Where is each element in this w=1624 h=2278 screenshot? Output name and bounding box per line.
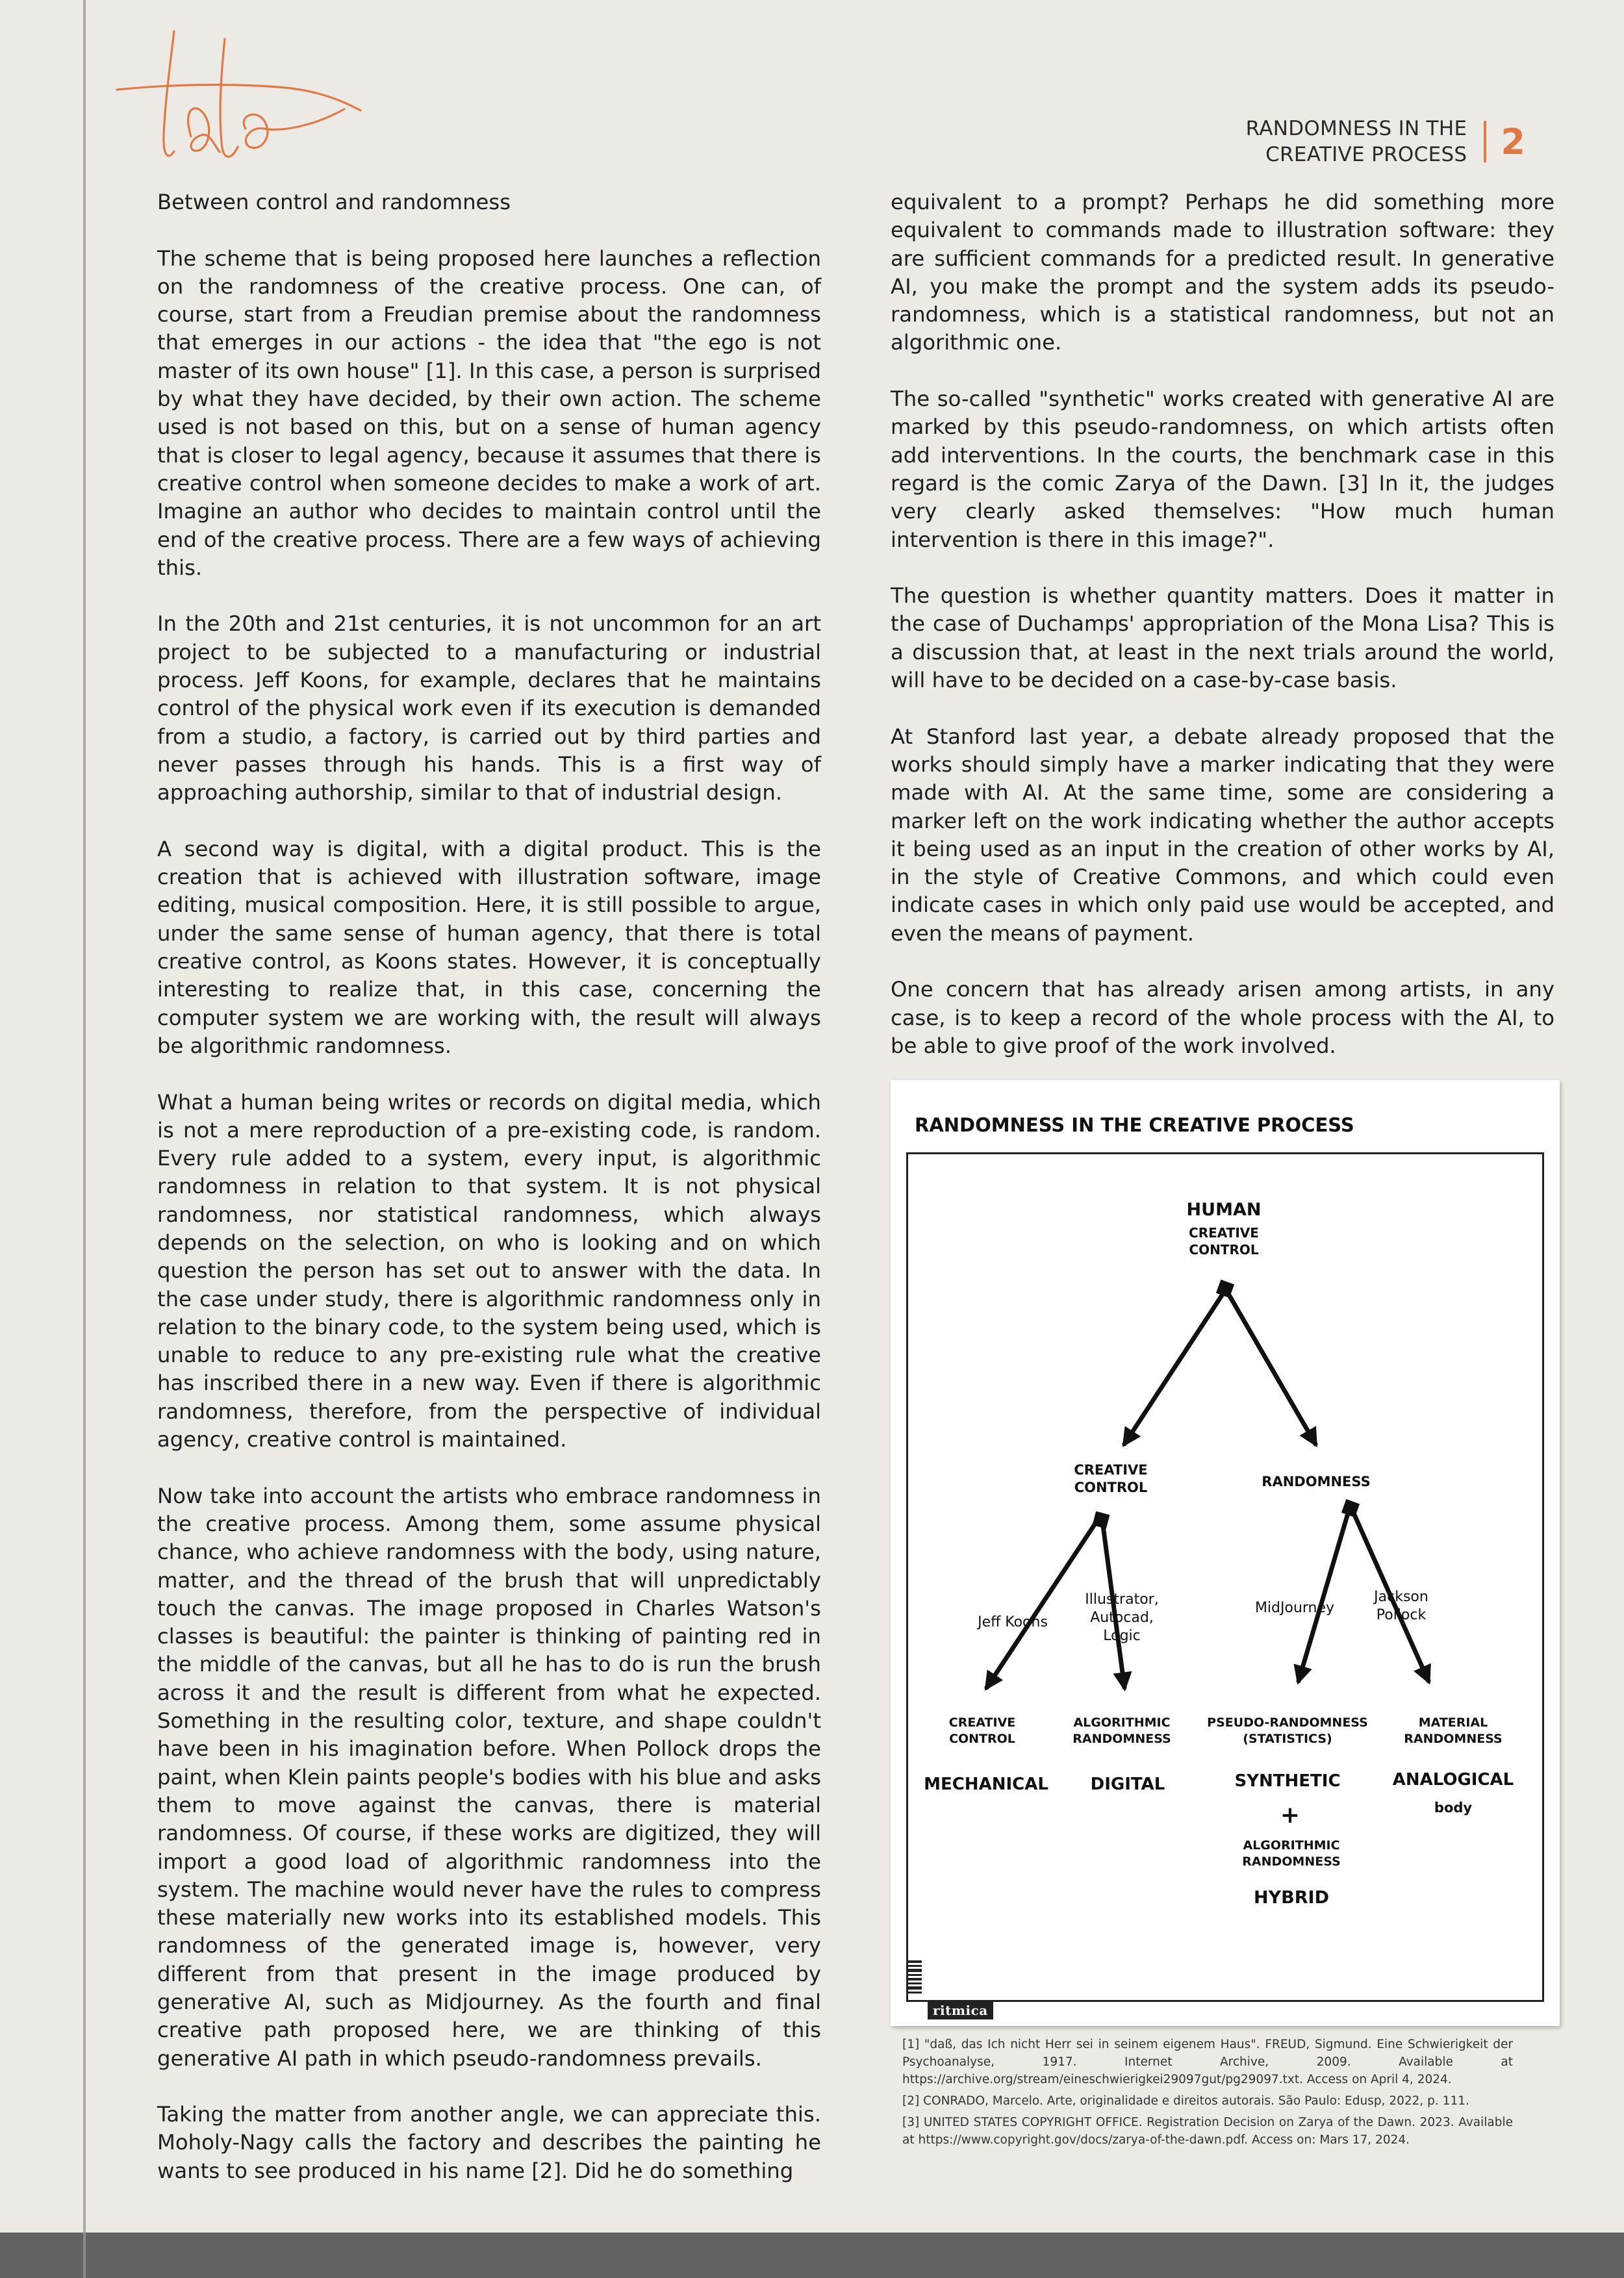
- brand-mark-icon: [907, 1960, 922, 1993]
- footer-notch: [83, 2233, 86, 2278]
- paragraph: The question is whether quantity matters. Does it matter in the case of Duchamps' appropriation of the Mona Lisa? This is a discussion that, at least in the next trials around the world, will have to be decided on a case-by-case basis.: [891, 583, 1554, 693]
- edge-label-jackson-1: Jackson: [1374, 1589, 1428, 1605]
- running-title: [1246, 116, 1484, 168]
- leaf-digital-type: DIGITAL: [1090, 1775, 1165, 1794]
- running-title-line1: RANDOMNESS IN THE: [1245, 117, 1467, 140]
- edge-label-illustrator-2: Autocad,: [1090, 1610, 1154, 1626]
- node-randomness: RANDOMNESS: [1262, 1474, 1371, 1489]
- leaf-analogical-line2: RANDOMNESS: [1404, 1732, 1503, 1746]
- arrow-root-to-randomness: [1226, 1289, 1315, 1444]
- node-human: HUMAN: [1186, 1200, 1262, 1220]
- leaf-mechanical-type: MECHANICAL: [924, 1775, 1048, 1794]
- arrow-to-mechanical: [987, 1521, 1097, 1688]
- plus-sign: +: [1280, 1802, 1300, 1829]
- paragraph: In the 20th and 21st centuries, it is not uncommon for an art project to be subjected to a manufacturing or industrial process. Jeff Koons, for example, declares that he maintains control of the physical work even if its execution is demanded from a studio, a factory, is carried out by third parties and never passes through his hands. This is a first way of approaching authorship, similar to that of industrial design.: [157, 611, 821, 805]
- diagram-card: [891, 1080, 1560, 2026]
- arrow-to-synthetic: [1299, 1509, 1349, 1681]
- leaf-synthetic-type: SYNTHETIC: [1234, 1771, 1341, 1791]
- leaf-analogical-line1: MATERIAL: [1418, 1715, 1488, 1730]
- footnote: [2] CONRADO, Marcelo. Arte, originalidade e direitos autorais. São Paulo: Edusp, 2022, p. 111.: [902, 2094, 1469, 2108]
- edge-label-midjourney: MidJourney: [1254, 1600, 1335, 1616]
- paragraph: Taking the matter from another angle, we can appreciate this. Moholy-Nagy calls the factory and describes the painting he wants to see produced in his name [2]. Did he do something: [157, 2102, 821, 2183]
- leaf-hybrid-line2: RANDOMNESS: [1242, 1854, 1341, 1869]
- right-column: [891, 188, 1554, 1089]
- node-creative-control-line2: CONTROL: [1074, 1480, 1148, 1495]
- node-creative-control-line1: CREATIVE: [1074, 1462, 1148, 1478]
- paragraph: At Stanford last year, a debate already proposed that the works should simply have a marker indicating that they were made with AI. At the same time, some are considering a marker left on the work indicating whether the author accepts it being used as an input in the creation of other works by AI, in the style of Creative Commons, and which could even indicate cases in which only paid use would be accepted, and even the means of payment.: [891, 724, 1554, 946]
- left-column: [157, 188, 821, 2213]
- diagram-tree: [891, 1080, 1560, 2026]
- footnotes: [902, 2036, 1513, 2153]
- brand-label: ritmica: [928, 2001, 993, 2019]
- paragraph: Now take into account the artists who embrace randomness in the creative process. Among them, some assume physical chance, who achieve randomness with the body, using nature, matter, and the thread of the brush that will unpredictably touch the canvas. The image proposed in Charles Watson's classes is beautiful: the painter is thinking of painting red in the middle of the canvas, but all he has to do is run the brush across it and the result is different from what he expected. Something in the resulting color, texture, and shape couldn't have been in his imagination before. When Pollock drops the paint, when Klein paints people's bodies with his blue and asks them to move against the canvas, there is material randomness. Of course, if these works are digitized, they will import a good load of algorithmic randomness into the system. The machine would never have the rules to compress these materially new works into its established models. This randomness of the generated image is, however, very different from that present in the image produced by generative AI, such as Midjourney. As the fourth and final creative path proposed here, we are thinking of this generative AI path in which pseudo-randomness prevails.: [157, 1483, 821, 2071]
- footer-bar: [0, 2233, 1624, 2278]
- edge-label-illustrator-1: Illustrator,: [1085, 1591, 1159, 1608]
- running-title-line2: CREATIVE PROCESS: [1265, 143, 1467, 166]
- leaf-mechanical-line2: CONTROL: [949, 1732, 1015, 1746]
- leaf-analogical-sub: body: [1434, 1800, 1473, 1816]
- paragraph: A second way is digital, with a digital product. This is the creation that is achieved with illustration software, image editing, musical composition. Here, it is still possible to argue, under the same sense of human agency, that there is total creative control, as Koons states. However, it is conceptually interesting to realize that, in this case, concerning the computer system we are working with, the result will always be algorithmic randomness.: [157, 836, 821, 1058]
- leaf-mechanical-line1: CREATIVE: [948, 1715, 1016, 1730]
- branch-knot: [1341, 1499, 1360, 1517]
- leaf-hybrid-line1: ALGORITHMIC: [1243, 1838, 1340, 1853]
- paragraph: The so-called "synthetic" works created with generative AI are marked by this pseudo-randomness, on which artists often add interventions. In the courts, the benchmark case in this regard is the comic Zarya of the Dawn. [3] In it, the judges very clearly asked themselves: "How much human intervention is there in this image?".: [891, 386, 1554, 552]
- page-number: 2: [1501, 121, 1525, 162]
- node-human-sub2: CONTROL: [1189, 1242, 1259, 1258]
- leaf-digital-line2: RANDOMNESS: [1072, 1732, 1171, 1746]
- paragraph: One concern that has already arisen among artists, in any case, is to keep a record of the whole process with the AI, to be able to give proof of the work involved.: [891, 977, 1554, 1058]
- arrow-root-to-control: [1124, 1289, 1226, 1444]
- running-header: [1246, 116, 1525, 168]
- section-heading: Between control and randomness: [157, 190, 511, 214]
- leaf-synthetic-line2: (STATISTICS): [1243, 1732, 1332, 1746]
- footnote: [3] UNITED STATES COPYRIGHT OFFICE. Registration Decision on Zarya of the Dawn. 2023. Available at https://www.copyright.gov/docs/zarya-of-the-dawn.pdf. Access on: Mars 17, 2024.: [902, 2116, 1513, 2147]
- leaf-synthetic-line1: PSEUDO-RANDOMNESS: [1207, 1715, 1368, 1730]
- footnote: [1] "daß, das Ich nicht Herr sei in seinem eigenem Haus". FREUD, Sigmund. Eine Schwierigkeit der Psychoanalyse, 1917. Internet Archive, 2009. Available at https://archive.org/stream/eineschwierigkei29097gut/pg29097.txt. Access on April 4, 2024.: [902, 2038, 1513, 2086]
- edge-label-illustrator-3: Logic: [1103, 1628, 1141, 1644]
- paragraph: What a human being writes or records on digital media, which is not a mere reproduction of a pre-existing code, is random. Every rule added to a system, every input, is algorithmic randomness in relation to that system. It is not physical randomness, nor statistical randomness, which always depends on the selection, on who is looking and on which question the person has set out to answer with the data. In the case under study, there is algorithmic randomness only in relation to the binary code, to the system being used, which is unable to reduce to any pre-existing rule what the creative has inscribed there in a new way. Even if there is algorithmic randomness, therefore, from the perspective of individual agency, creative control is maintained.: [157, 1089, 821, 1452]
- diagram-title: RANDOMNESS IN THE CREATIVE PROCESS: [915, 1114, 1354, 1136]
- node-human-sub1: CREATIVE: [1189, 1225, 1259, 1241]
- paragraph: The scheme that is being proposed here launches a reflection on the randomness of the creative process. One can, of course, start from a Freudian premise about the randomness that emerges in our actions - the idea that "the ego is not master of its own house" [1]. In this case, a person is surprised by what they have decided, by their own action. The scheme used is not based on this, but on a sense of human agency that is closer to legal agency, because it assumes that there is creative control when someone decides to make a work of art. Imagine an author who decides to maintain control until the end of the creative process. There are a few ways of achieving this.: [157, 246, 821, 580]
- edge-label-jackson-2: Pollock: [1376, 1607, 1427, 1623]
- left-margin-rule: [83, 0, 86, 2278]
- leaf-digital-line1: ALGORITHMIC: [1073, 1715, 1171, 1730]
- tato-logo: [110, 25, 370, 168]
- leaf-analogical-type: ANALOGICAL: [1392, 1770, 1514, 1790]
- leaf-hybrid-type: HYBRID: [1254, 1888, 1329, 1908]
- edge-label-jeff-koons: Jeff Koons: [978, 1614, 1048, 1630]
- paragraph: equivalent to a prompt? Perhaps he did something more equivalent to commands made to illustration software: they are sufficient commands for a predicted result. In generative AI, you make the prompt and the system adds its pseudo-randomness, which is a statistical randomness, but not an algorithmic one.: [891, 190, 1554, 355]
